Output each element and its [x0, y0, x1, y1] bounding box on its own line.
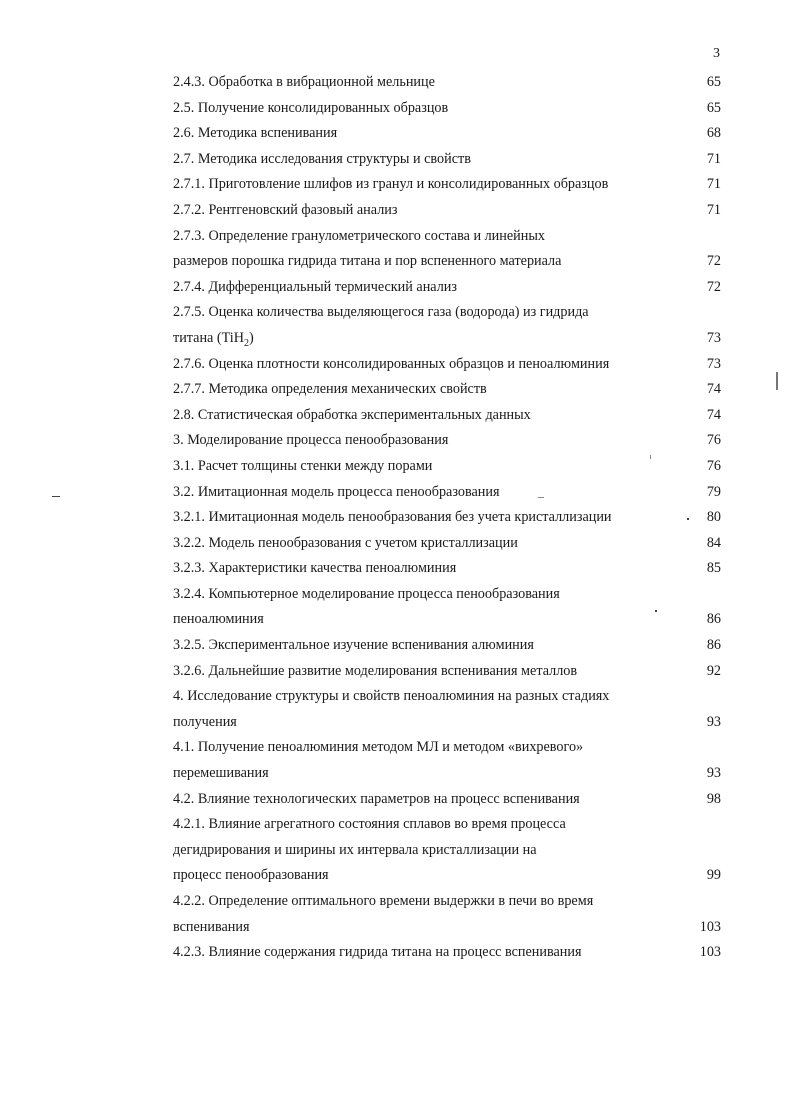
scan-speck	[655, 610, 657, 612]
toc-entry	[173, 403, 721, 429]
page-number: 3	[713, 46, 720, 61]
toc-entry-title: 4.1. Получение пеноалюминия методом МЛ и методом «вихревого»	[173, 739, 584, 756]
toc-entry-title: процесс пенообразования	[173, 867, 329, 884]
toc-entry	[173, 556, 721, 582]
toc-entry-page: 71	[706, 201, 721, 218]
toc-entry-page: 103	[699, 944, 721, 961]
scan-speck	[687, 518, 689, 520]
toc-entry-title: 2.7.6. Оценка плотности консолидированных образцов и пеноалюминия	[173, 355, 610, 372]
toc-entry	[173, 684, 721, 710]
toc-entry-title: 3.2.3. Характеристики качества пеноалюминия	[173, 560, 457, 577]
toc-entry	[173, 224, 721, 250]
toc-entry-title: размеров порошка гидрида титана и пор вспененного материала	[173, 253, 562, 270]
toc-entry-title: 2.7.5. Оценка количества выделяющегося газа (водорода) из гидрида	[173, 304, 589, 321]
toc-entry-title: 4.2.2. Определение оптимального времени выдержки в печи во время	[173, 893, 594, 909]
toc-entry-page: 86	[706, 637, 721, 654]
toc-entry	[173, 147, 721, 173]
toc-entry-title: 4.2. Влияние технологических параметров на процесс вспенивания	[173, 790, 580, 807]
toc-entry-page: 71	[706, 176, 721, 193]
toc-entry	[173, 812, 721, 838]
toc-entry	[173, 428, 721, 454]
toc-entry-title: 4. Исследование структуры и свойств пеноалюминия на разных стадиях	[173, 688, 610, 705]
toc-entry	[173, 275, 721, 301]
toc-entry-page: 72	[706, 253, 721, 270]
toc-entry-title: 2.7.7. Методика определения механических свойств	[173, 381, 487, 398]
toc-entry-title: 3.2.2. Модель пенообразования с учетом кристаллизации	[173, 534, 518, 551]
toc-entry	[173, 915, 721, 941]
toc-entry	[173, 531, 721, 557]
toc-entry	[173, 787, 721, 813]
toc-entry	[173, 582, 721, 608]
toc-entry-title: 3.2.4. Компьютерное моделирование процесса пенообразования	[173, 585, 560, 602]
toc-entry-page: 98	[706, 790, 721, 807]
toc-entry-title: 2.7.3. Определение гранулометрического состава и линейных	[173, 227, 545, 244]
toc-entry	[173, 172, 721, 198]
scan-speck	[538, 497, 544, 498]
toc-entry-title: 4.2.3. Влияние содержания гидрида титана на процесс вспенивания	[173, 944, 582, 961]
toc-entry	[173, 761, 721, 787]
toc-entry	[173, 863, 721, 889]
toc-entry	[173, 377, 721, 403]
toc-entry-title: пеноалюминия	[173, 611, 264, 628]
toc-entry-page: 76	[706, 432, 721, 449]
toc-entry-page: 74	[706, 406, 721, 423]
toc-entry-page: 68	[706, 125, 721, 142]
toc-entry-page: 86	[706, 611, 721, 628]
toc-entry-title: 2.4.3. Обработка в вибрационной мельнице	[173, 74, 435, 90]
toc-entry-page: 65	[706, 99, 721, 116]
toc-entry	[173, 633, 721, 659]
scan-speck	[650, 455, 651, 459]
toc-entry	[173, 838, 721, 864]
toc-entry	[173, 352, 721, 378]
toc-entry-title: 3. Моделирование процесса пенообразования	[173, 432, 449, 449]
toc-entry	[173, 607, 721, 633]
toc-entry	[173, 505, 721, 531]
toc-entry	[173, 96, 721, 122]
toc-entry-page: 85	[706, 560, 721, 577]
toc-entry-title: 3.2. Имитационная модель процесса пенообразования	[173, 483, 500, 500]
toc-entry-title: 2.6. Методика вспенивания	[173, 125, 338, 142]
toc-entry	[173, 735, 721, 761]
toc-entry-title: дегидрирования и ширины их интервала кристаллизации на	[173, 841, 537, 858]
toc-entry-title: 3.2.1. Имитационная модель пенообразования без учета кристаллизации	[173, 509, 612, 526]
toc-entry-page: 73	[706, 329, 721, 346]
toc-entry-title: получения	[173, 713, 237, 730]
toc-entry-page: 93	[706, 765, 721, 782]
toc-entry	[173, 480, 721, 506]
toc-entry-page: 74	[706, 381, 721, 398]
scan-speck	[52, 496, 60, 497]
toc-entry-title: вспенивания	[173, 918, 250, 935]
toc-entry-title-tail: )	[248, 329, 254, 346]
toc-entry-title: 3.1. Расчет толщины стенки между порами	[173, 457, 433, 474]
toc-entry-page: 76	[706, 457, 721, 474]
toc-entry	[173, 940, 721, 966]
toc-entry	[173, 454, 721, 480]
toc-entry-title: 3.2.6. Дальнейшие развитие моделирования вспенивания металлов	[173, 662, 578, 679]
toc-entry	[173, 121, 721, 147]
toc-entry-title: 2.7.2. Рентгеновский фазовый анализ	[173, 201, 398, 218]
subscript: 2	[243, 337, 249, 349]
toc-entry	[173, 710, 721, 736]
toc-entry-page: 103	[699, 918, 721, 935]
toc-entry-title: 2.8. Статистическая обработка экспериментальных данных	[173, 406, 531, 423]
toc-entry-page: 65	[706, 74, 721, 90]
toc-entry	[173, 70, 721, 96]
scan-speck	[776, 372, 778, 390]
toc-entry-title: 2.7.4. Дифференциальный термический анализ	[173, 278, 457, 295]
toc-entry-title-main: титана (TiH	[173, 329, 244, 346]
toc-entry-title: 2.5. Получение консолидированных образцов	[173, 99, 449, 116]
toc-entry	[173, 249, 721, 275]
toc-entry-page: 99	[706, 867, 721, 884]
toc-entry	[173, 326, 721, 352]
table-of-contents	[173, 70, 721, 966]
toc-entry-page: 71	[706, 150, 721, 167]
toc-entry-page: 72	[706, 278, 721, 295]
toc-entry-title: 2.7.1. Приготовление шлифов из гранул и консолидированных образцов	[173, 176, 609, 193]
toc-entry	[173, 300, 721, 326]
toc-entry-page: 93	[706, 713, 721, 730]
toc-entry-title: 3.2.5. Экспериментальное изучение вспенивания алюминия	[173, 637, 534, 654]
toc-entry-page: 92	[706, 662, 721, 679]
toc-entry	[173, 198, 721, 224]
toc-entry-title: 2.7. Методика исследования структуры и свойств	[173, 150, 471, 167]
toc-entry-page: 79	[706, 483, 721, 500]
toc-entry-page: 73	[706, 355, 721, 372]
toc-entry	[173, 889, 721, 915]
toc-entry-title	[173, 326, 721, 352]
toc-entry-title: 4.2.1. Влияние агрегатного состояния сплавов во время процесса	[173, 816, 566, 833]
toc-entry-page: 80	[706, 509, 721, 526]
toc-entry-title: перемешивания	[173, 765, 269, 782]
toc-entry-page: 84	[706, 534, 721, 551]
toc-entry	[173, 659, 721, 685]
